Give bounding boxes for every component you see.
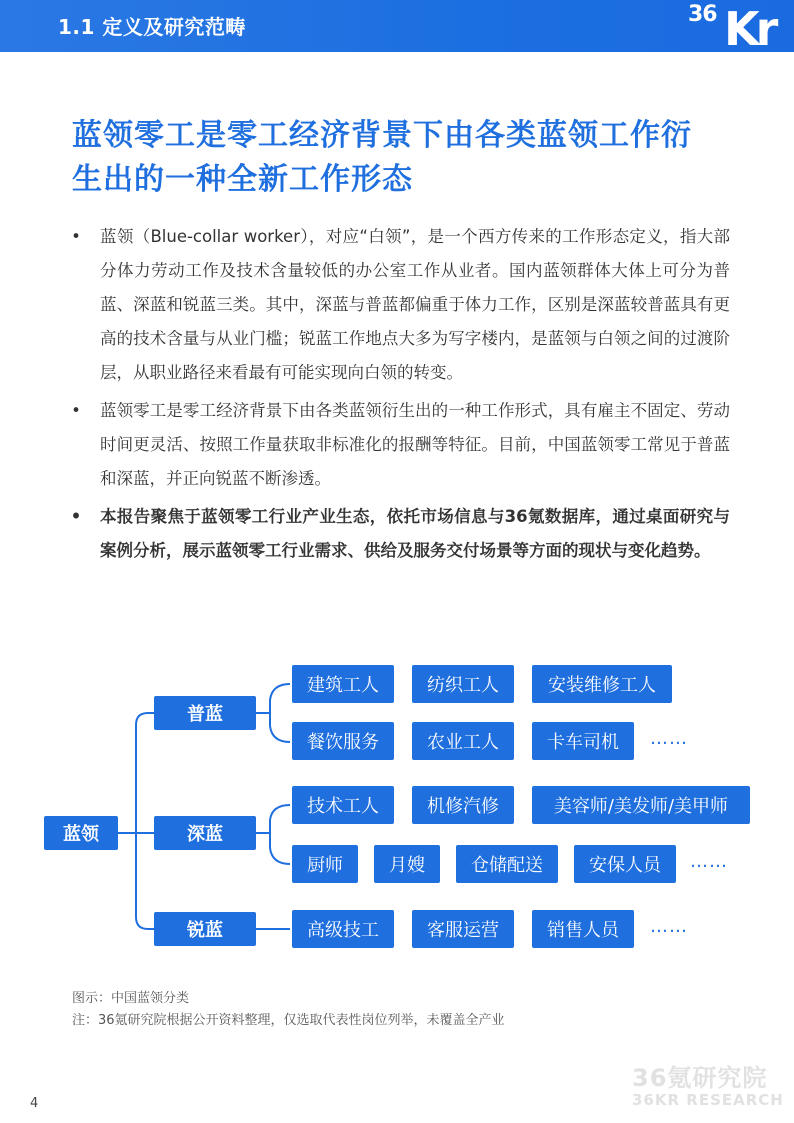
- watermark-cn: 36氪研究院: [632, 1064, 768, 1092]
- job-tag: 农业工人: [412, 722, 514, 760]
- job-tag: 月嫂: [374, 845, 440, 883]
- more-ellipsis: ……: [690, 851, 728, 872]
- root-node: 蓝领: [44, 816, 118, 850]
- bullet-dot: •: [71, 401, 81, 420]
- bullet-dot: •: [71, 227, 81, 246]
- job-tag: 高级技工: [292, 910, 394, 948]
- bullet-text: 本报告聚焦于蓝领零工行业产业生态，依托市场信息与36氪数据库，通过桌面研究与案例分析，展示蓝领零工行业需求、供给及服务交付场景等方面的现状与变化趋势。: [100, 507, 730, 560]
- figure-note: 注：36氪研究院根据公开资料整理，仅选取代表性岗位列举，未覆盖全产业: [72, 1013, 505, 1028]
- bullet-list: [70, 220, 730, 572]
- bullet-item-2: [70, 394, 730, 496]
- job-tag: 建筑工人: [292, 665, 394, 703]
- job-tag: 机修汽修: [412, 786, 514, 824]
- job-tag: 安装维修工人: [532, 665, 672, 703]
- watermark-en: 36KR RESEARCH: [632, 1091, 784, 1109]
- group-node-pulan: 普蓝: [154, 696, 256, 730]
- job-tag: 纺织工人: [412, 665, 514, 703]
- job-tag: 卡车司机: [532, 722, 634, 760]
- page-number: 4: [30, 1096, 39, 1111]
- job-tag: 厨师: [292, 845, 358, 883]
- logo-letters: Kr: [724, 2, 775, 56]
- job-tag: 安保人员: [574, 845, 676, 883]
- job-tag: 技术工人: [292, 786, 394, 824]
- figure-caption: [72, 988, 505, 1032]
- bullet-text: 蓝领零工是零工经济背景下由各类蓝领衍生出的一种工作形式，具有雇主不固定、劳动时间更灵活、按照工作量获取非标准化的报酬等特征。目前，中国蓝领零工常见于普蓝和深蓝，并正向锐蓝不断渗透。: [100, 401, 730, 488]
- bullet-text: 蓝领（Blue-collar worker），对应“白领”，是一个西方传来的工作形态定义，指大部分体力劳动工作及技术含量较低的办公室工作从业者。国内蓝领群体大体上可分为普蓝、深蓝和锐蓝三类。其中，深蓝与普蓝都偏重于体力工作，区别是深蓝较普蓝具有更高的技术含量与从业门槛；锐蓝工作地点大多为写字楼内，是蓝领与白领之间的过渡阶层，从职业路径来看最有可能实现向白领的转变。: [100, 227, 730, 382]
- page-headline: [72, 114, 752, 202]
- job-tag: 销售人员: [532, 910, 634, 948]
- headline-line-1: 蓝领零工是零工经济背景下由各类蓝领工作衍: [72, 118, 692, 153]
- bullet-item-3: [70, 500, 730, 568]
- bullet-item-1: [70, 220, 730, 390]
- job-tag: 餐饮服务: [292, 722, 394, 760]
- group-node-ruilan: 锐蓝: [154, 912, 256, 946]
- job-tag: 客服运营: [412, 910, 514, 948]
- more-ellipsis: ……: [650, 728, 688, 749]
- group-node-shenlan: 深蓝: [154, 816, 256, 850]
- header-bar: [0, 0, 794, 56]
- shenlan-bracket: [270, 805, 290, 864]
- more-ellipsis: ……: [650, 916, 688, 937]
- job-tag: 仓储配送: [456, 845, 558, 883]
- root-bracket: [136, 713, 154, 929]
- job-tag: 美容师/美发师/美甲师: [532, 786, 750, 824]
- figure-title: 图示：中国蓝领分类: [72, 991, 190, 1006]
- section-title: 1.1 定义及研究范畴: [58, 15, 246, 39]
- headline-line-2: 生出的一种全新工作形态: [72, 162, 413, 197]
- blue-collar-classification-diagram: [0, 640, 794, 980]
- bullet-dot: •: [70, 507, 82, 526]
- 36kr-research-watermark: [632, 1058, 784, 1109]
- 36kr-logo: [684, 0, 794, 56]
- logo-number: 36: [688, 2, 717, 27]
